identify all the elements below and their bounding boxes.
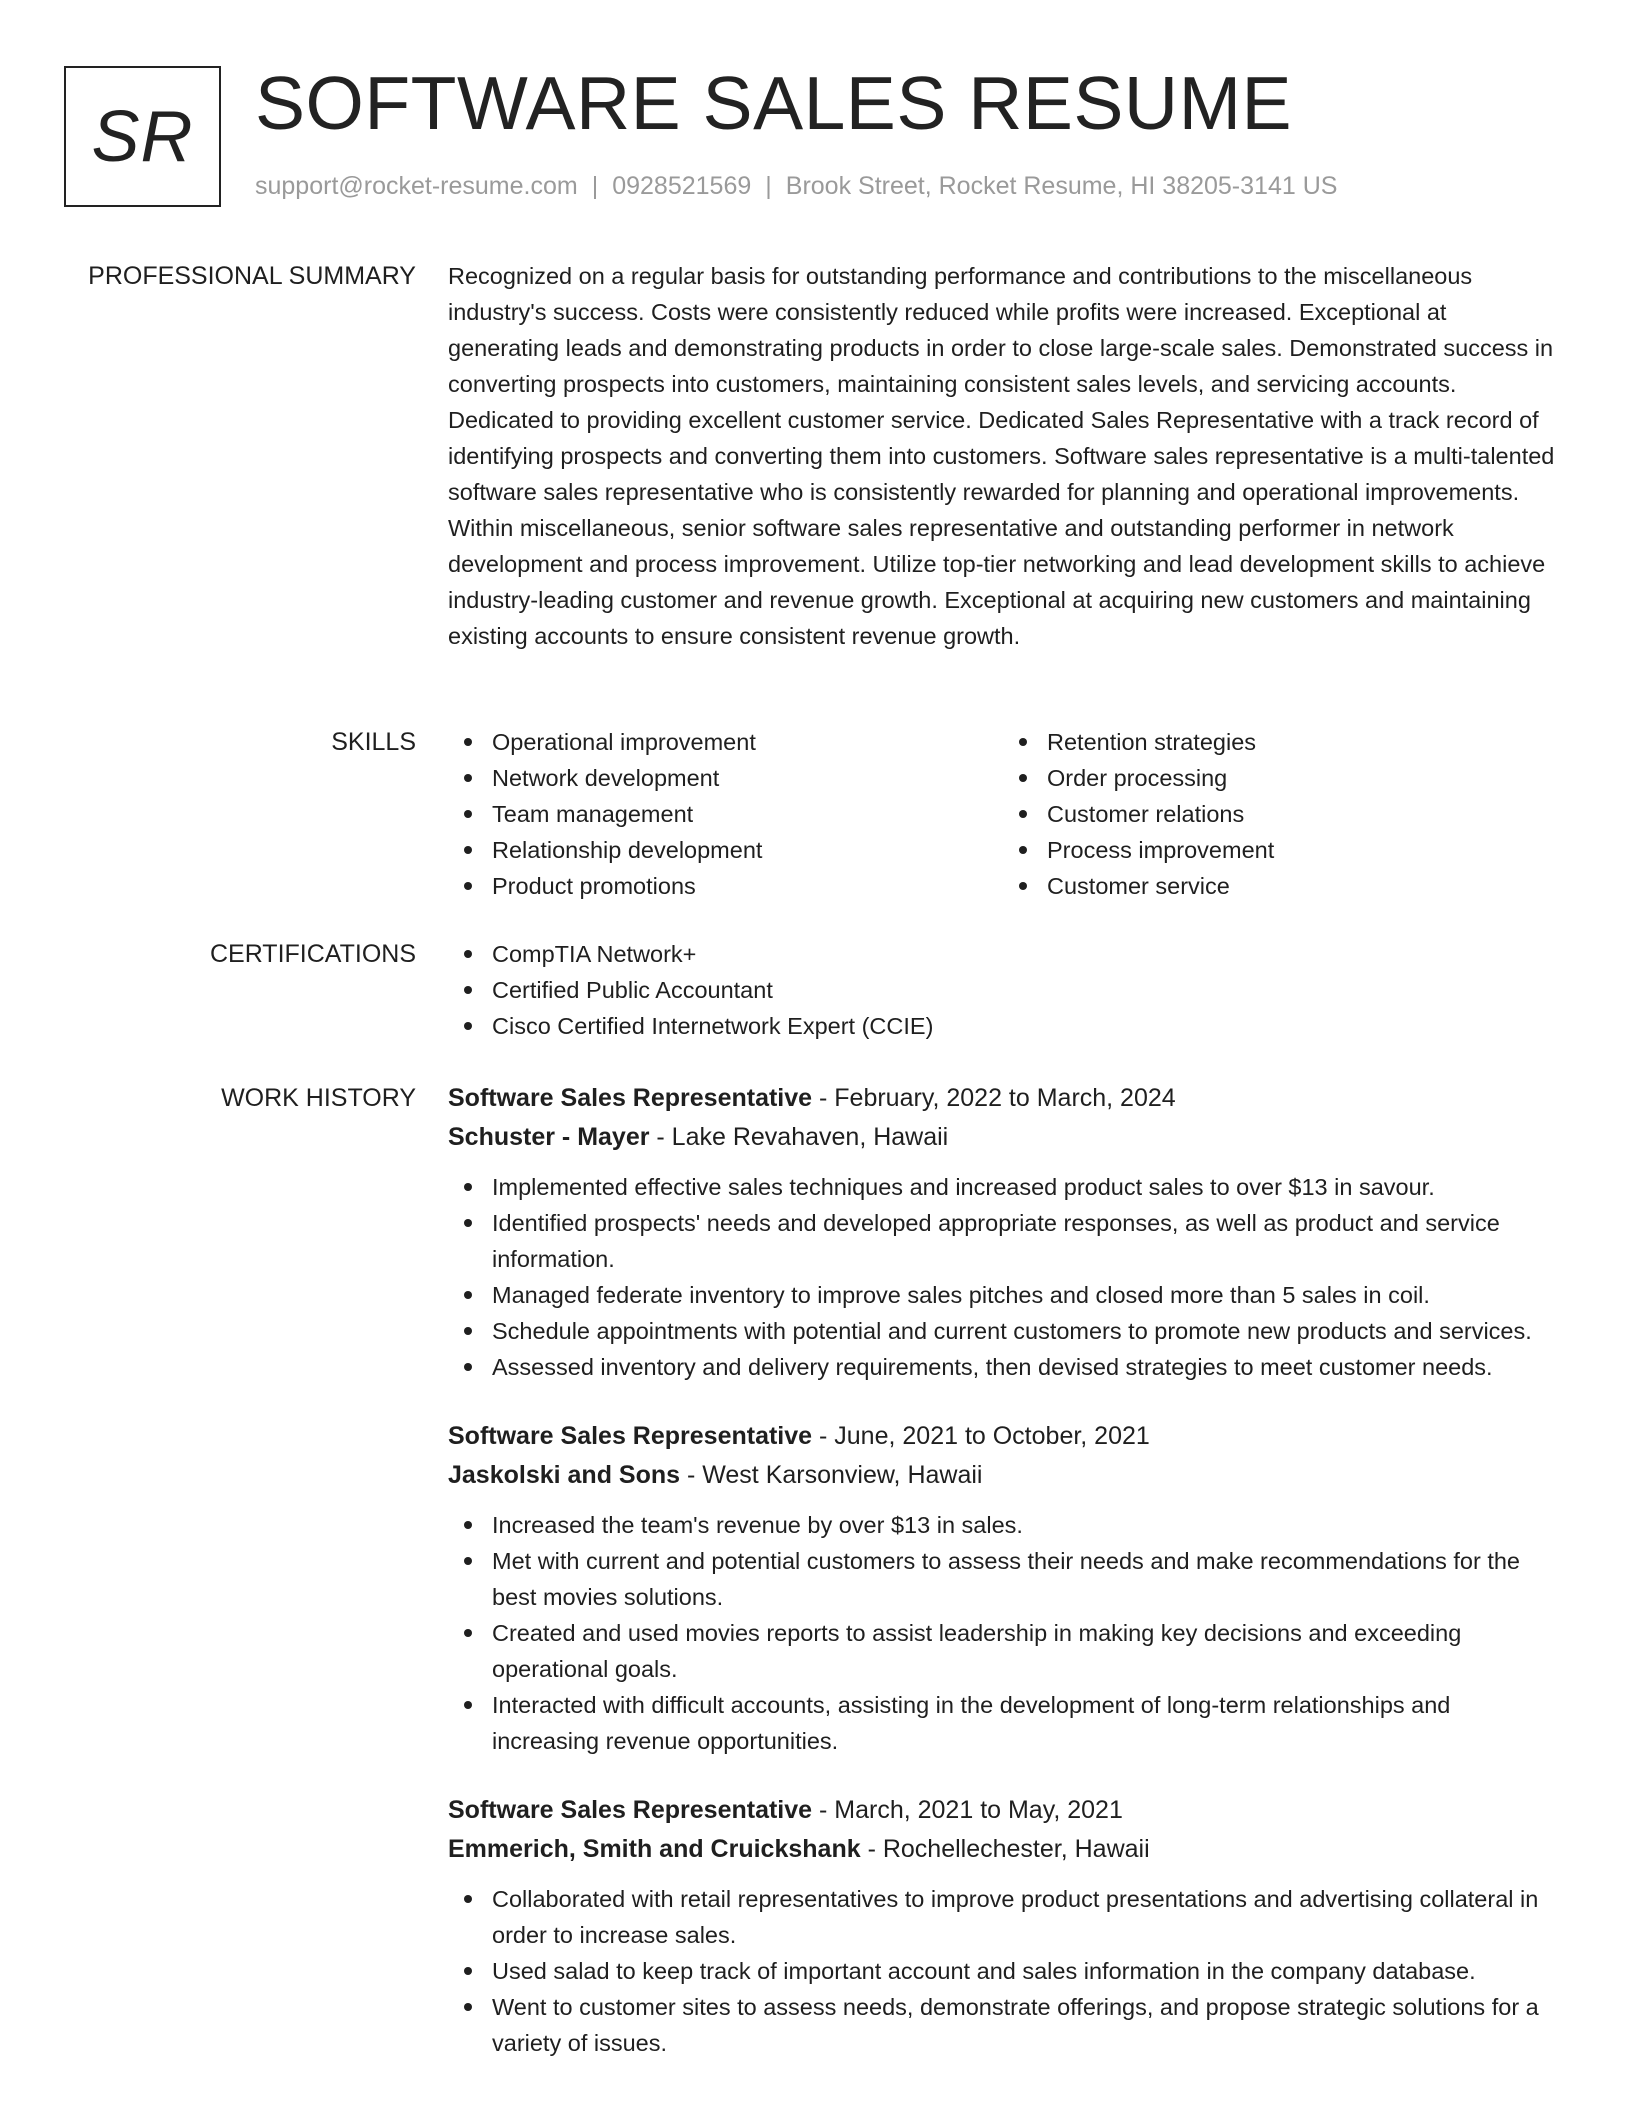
job-title: Software Sales Representative: [448, 1422, 813, 1450]
certifications-heading: CERTIFICATIONS: [209, 940, 416, 968]
certifications-body: [448, 936, 1558, 1044]
skill-item: Team management: [492, 796, 1003, 832]
job-duty-item: Met with current and potential customers to assess their needs and make recommendations for the best movies solutions.: [492, 1543, 1558, 1615]
certification-item: Cisco Certified Internetwork Expert (CCIE): [492, 1008, 1558, 1044]
work-history-body: [448, 1079, 1558, 2093]
skill-item: Customer service: [1047, 868, 1558, 904]
skills-list-right: [1003, 724, 1558, 904]
job-company: Jaskolski and Sons: [448, 1461, 681, 1489]
job-title-line: [448, 1791, 1558, 1830]
job-duty-item: Went to customer sites to assess needs, demonstrate offerings, and propose strategic solutions for a variety of issues.: [492, 1989, 1558, 2061]
contact-address: Brook Street, Rocket Resume, HI 38205-3141 US: [785, 172, 1338, 200]
job-dates: - June, 2021 to October, 2021: [812, 1422, 1150, 1450]
summary-heading: PROFESSIONAL SUMMARY: [88, 262, 416, 290]
job-title: Software Sales Representative: [448, 1796, 813, 1824]
certification-item: Certified Public Accountant: [492, 972, 1558, 1008]
certifications-list: [448, 936, 1558, 1044]
job-company-line: [448, 1830, 1558, 1869]
skill-item: Relationship development: [492, 832, 1003, 868]
job-company: Schuster - Mayer: [448, 1123, 650, 1151]
job-dates: - March, 2021 to May, 2021: [812, 1796, 1123, 1824]
job-duty-item: Managed federate inventory to improve sales pitches and closed more than 5 sales in coil.: [492, 1277, 1558, 1313]
job-entry: [448, 1417, 1558, 1759]
job-duty-item: Collaborated with retail representatives to improve product presentations and advertising collateral in order to increase sales.: [492, 1881, 1558, 1953]
contact-phone[interactable]: 0928521569: [612, 172, 752, 200]
contact-line: [255, 172, 1337, 201]
monogram-logo: SR: [64, 66, 221, 207]
job-company-line: [448, 1118, 1558, 1157]
skill-item: Product promotions: [492, 868, 1003, 904]
job-dates: - February, 2022 to March, 2024: [812, 1084, 1176, 1112]
skills-body: [448, 724, 1558, 904]
job-title-line: [448, 1417, 1558, 1456]
job-company-line: [448, 1456, 1558, 1495]
job-duty-item: Increased the team's revenue by over $13 in sales.: [492, 1507, 1558, 1543]
job-duties: [448, 1169, 1558, 1385]
job-location: - Rochellechester, Hawaii: [860, 1835, 1150, 1863]
job-duty-item: Implemented effective sales techniques and increased product sales to over $13 in savour.: [492, 1169, 1558, 1205]
skills-list-left: [448, 724, 1003, 904]
job-location: - West Karsonview, Hawaii: [680, 1461, 983, 1489]
summary-body: [448, 258, 1558, 654]
job-duty-item: Interacted with difficult accounts, assisting in the development of long-term relationships and increasing revenue opportunities.: [492, 1687, 1558, 1759]
job-duty-item: Schedule appointments with potential and current customers to promote new products and services.: [492, 1313, 1558, 1349]
skill-item: Process improvement: [1047, 832, 1558, 868]
skills-heading: SKILLS: [331, 728, 416, 756]
job-duty-item: Created and used movies reports to assist leadership in making key decisions and exceeding operational goals.: [492, 1615, 1558, 1687]
contact-email[interactable]: support@rocket-resume.com: [255, 172, 578, 200]
work-history-heading: WORK HISTORY: [221, 1084, 416, 1112]
contact-separator: |: [591, 172, 599, 200]
job-duty-item: Used salad to keep track of important account and sales information in the company database.: [492, 1953, 1558, 1989]
certification-item: CompTIA Network+: [492, 936, 1558, 972]
job-duties: [448, 1507, 1558, 1759]
summary-text: Recognized on a regular basis for outstanding performance and contributions to the miscellaneous industry's success. Costs were consistently reduced while profits were increased. Exceptional at generating leads and demonstrating products in order to close large-scale sales. Demonstrated success in converting prospects into customers, maintaining consistent sales levels, and servicing accounts. Dedicated to providing excellent customer service. Dedicated Sales Representative with a track record of identifying prospects and converting them into customers. Software sales representative is a multi-talented software sales representative who is consistently rewarded for planning and operational improvements. Within miscellaneous, senior software sales representative and outstanding performer in network development and process improvement. Utilize top-tier networking and lead development skills to achieve industry-leading customer and revenue growth. Exceptional at acquiring new customers and maintaining existing accounts to ensure consistent revenue growth.: [448, 263, 1555, 649]
job-title: Software Sales Representative: [448, 1084, 813, 1112]
skill-item: Retention strategies: [1047, 724, 1558, 760]
job-duty-item: Identified prospects' needs and developed appropriate responses, as well as product and service information.: [492, 1205, 1558, 1277]
page-title: SOFTWARE SALES RESUME: [255, 61, 1293, 145]
job-entry: [448, 1791, 1558, 2061]
skill-item: Customer relations: [1047, 796, 1558, 832]
skill-item: Operational improvement: [492, 724, 1003, 760]
job-title-line: [448, 1079, 1558, 1118]
job-location: - Lake Revahaven, Hawaii: [649, 1123, 949, 1151]
skill-item: Order processing: [1047, 760, 1558, 796]
skill-item: Network development: [492, 760, 1003, 796]
job-company: Emmerich, Smith and Cruickshank: [448, 1835, 861, 1863]
job-duties: [448, 1881, 1558, 2061]
job-entry: [448, 1079, 1558, 1385]
job-duty-item: Assessed inventory and delivery requirements, then devised strategies to meet customer needs.: [492, 1349, 1558, 1385]
contact-separator: |: [765, 172, 772, 200]
resume-header: [64, 61, 1564, 216]
